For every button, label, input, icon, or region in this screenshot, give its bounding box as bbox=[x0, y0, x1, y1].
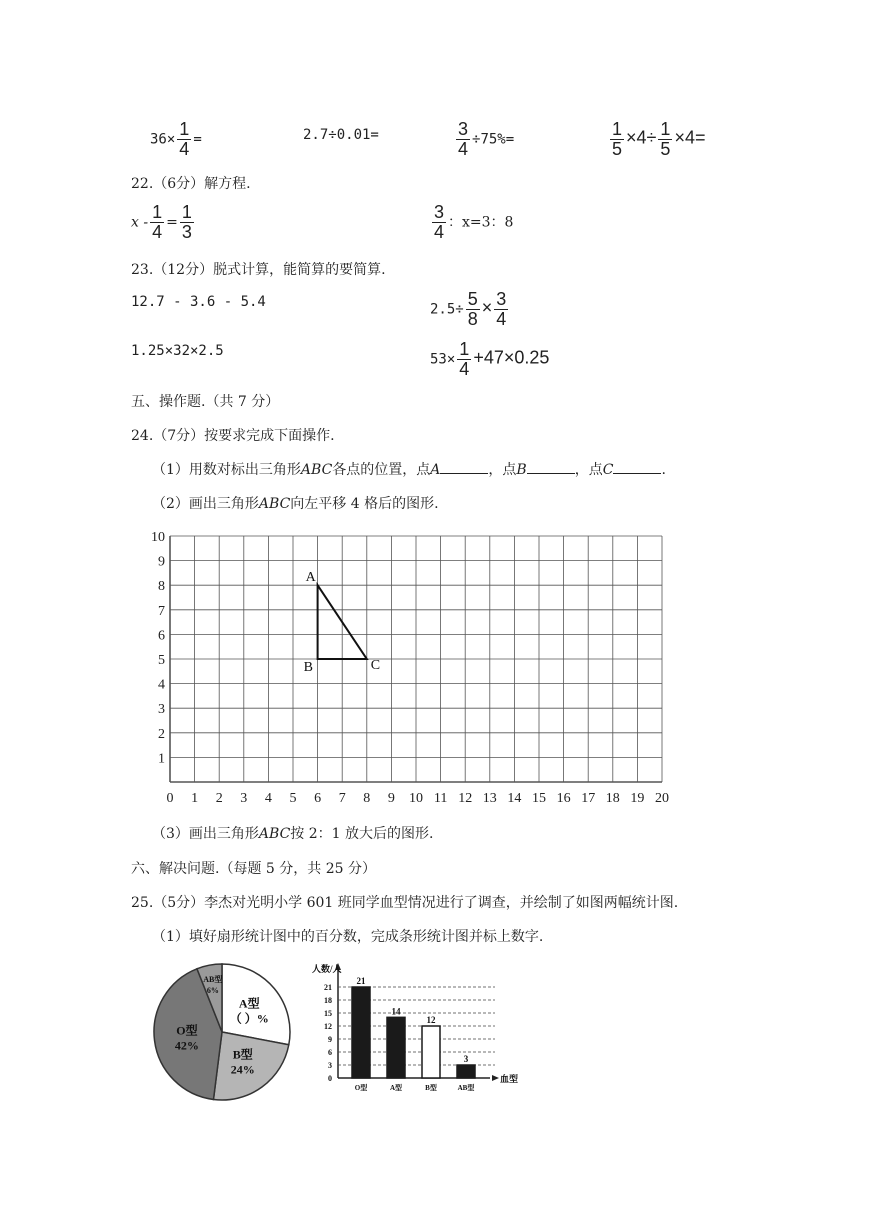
section-5-heading: 五、操作题.（共 7 分） bbox=[131, 394, 280, 410]
x-axis-label: 血型 bbox=[500, 1074, 519, 1084]
bar-value-label: 21 bbox=[356, 976, 366, 986]
x-tick-label: 0 bbox=[166, 791, 174, 806]
y-tick-label: 1 bbox=[158, 751, 165, 767]
x-tick-label: A型 bbox=[389, 1084, 403, 1092]
fraction: $\frac{3}{4}$ bbox=[434, 202, 445, 242]
x-tick-label: 4 bbox=[264, 791, 272, 806]
x-tick-label: 9 bbox=[387, 791, 395, 806]
fraction: $\frac{1}{4}$ bbox=[152, 202, 163, 242]
bar-value-label: 3 bbox=[463, 1054, 469, 1064]
y-tick-label: 7 bbox=[158, 603, 165, 619]
y-tick-label: 21 bbox=[324, 983, 332, 992]
fraction: $\frac{1}{3}$ bbox=[181, 202, 192, 242]
bar-value-label: 12 bbox=[426, 1015, 436, 1025]
x-axis-arrow bbox=[492, 1075, 499, 1081]
x-tick-label: 6 bbox=[314, 791, 322, 806]
bar bbox=[352, 987, 370, 1078]
q23-expr-4: 53× $\frac{1}{4}$ +47×0.25 bbox=[430, 339, 550, 379]
fraction: $\frac{3}{4}$ bbox=[458, 119, 469, 159]
y-tick-label: 9 bbox=[158, 554, 165, 570]
y-tick-label: 3 bbox=[158, 702, 165, 718]
pie-slice-label: A型 bbox=[238, 996, 260, 1011]
y-tick-label: 8 bbox=[158, 579, 165, 595]
x-tick-label: 12 bbox=[458, 791, 473, 806]
x-tick-label: 19 bbox=[630, 791, 645, 806]
q23-expr-3: 1.25×32×2.5 bbox=[131, 343, 224, 359]
pie-slice-label: B型 bbox=[232, 1047, 253, 1062]
y-tick-label: 10 bbox=[151, 530, 165, 545]
bar-chart bbox=[310, 958, 525, 1103]
q23-heading: 23.（12分）脱式计算，能简算的要简算. bbox=[131, 262, 386, 278]
vertex-label-a: A bbox=[305, 570, 316, 586]
x-tick-label: 3 bbox=[240, 791, 248, 806]
q22-eq-1: x - $\frac{1}{4}$ = $\frac{1}{3}$ bbox=[131, 202, 192, 242]
y-tick-label: 4 bbox=[158, 677, 165, 693]
x-tick-label: 20 bbox=[655, 791, 669, 806]
q24-part-3: （3）画出三角形ABC按 2：1 放大后的图形. bbox=[152, 826, 434, 842]
bar bbox=[387, 1017, 405, 1078]
oral-expr-3: $\frac{3}{4}$ ÷75%= bbox=[458, 119, 515, 159]
x-tick-label: 18 bbox=[605, 791, 620, 806]
q24-heading: 24.（7分）按要求完成下面操作. bbox=[131, 428, 335, 444]
x-tick-label: AB型 bbox=[457, 1084, 475, 1092]
answer-blank-c[interactable] bbox=[613, 461, 661, 474]
oral-expr-1: 36× $\frac{1}{4}$ = bbox=[150, 119, 202, 159]
pie-slice-value: （ ）% bbox=[229, 1011, 269, 1026]
y-tick-label: 5 bbox=[158, 653, 165, 668]
y-tick-label: 3 bbox=[328, 1061, 332, 1070]
vertex-label-c: C bbox=[370, 658, 381, 673]
x-tick-label: 2 bbox=[215, 791, 223, 806]
x-tick-label: 7 bbox=[338, 791, 346, 806]
fraction: $\frac{1}{4}$ bbox=[459, 339, 470, 379]
pie-slice-label: O型 bbox=[176, 1023, 198, 1038]
fraction: $\frac{5}{8}$ bbox=[467, 289, 478, 329]
fraction: $\frac{1}{5}$ bbox=[612, 119, 623, 159]
q24-part-1: （1）用数对标出三角形ABC各点的位置，点A ，点B ，点C . bbox=[152, 462, 666, 478]
pie-slice-value: 6% bbox=[206, 985, 219, 995]
x-tick-label: 15 bbox=[532, 791, 546, 806]
q23-expr-1: 12.7 - 3.6 - 5.4 bbox=[131, 294, 266, 310]
y-tick-label: 18 bbox=[324, 996, 332, 1005]
x-tick-label: 8 bbox=[363, 791, 371, 806]
fraction: $\frac{1}{4}$ bbox=[179, 119, 190, 159]
section-6-heading: 六、解决问题.（每题 5 分，共 25 分） bbox=[131, 861, 376, 877]
oral-expr-4: $\frac{1}{5}$ ×4÷ $\frac{1}{5}$ ×4= bbox=[612, 119, 706, 159]
q22-heading: 22.（6分）解方程. bbox=[131, 176, 251, 192]
pie-slice-value: 24% bbox=[230, 1062, 255, 1077]
x-tick-label: B型 bbox=[425, 1084, 437, 1092]
bar bbox=[457, 1065, 475, 1078]
x-tick-label: 5 bbox=[289, 791, 297, 806]
coordinate-grid[interactable] bbox=[150, 520, 690, 810]
fraction: $\frac{1}{5}$ bbox=[660, 119, 671, 159]
bar-value-label: 14 bbox=[391, 1006, 401, 1017]
pie-chart bbox=[150, 960, 295, 1105]
y-tick-label: 9 bbox=[328, 1035, 332, 1044]
fraction: $\frac{3}{4}$ bbox=[496, 289, 507, 329]
answer-blank-a[interactable] bbox=[440, 461, 488, 474]
pie-slice-value: 42% bbox=[174, 1038, 199, 1053]
y-tick-label: 6 bbox=[328, 1048, 332, 1057]
y-axis-label: 人数/人 bbox=[312, 964, 342, 974]
x-tick-label: 10 bbox=[409, 791, 423, 806]
x-tick-label: 13 bbox=[482, 791, 497, 806]
x-tick-label: O型 bbox=[354, 1084, 368, 1092]
q24-part-2: （2）画出三角形ABC向左平移 4 格后的图形. bbox=[152, 496, 439, 512]
q23-expr-2: 2.5÷ $\frac{5}{8}$ × $\frac{3}{4}$ bbox=[430, 289, 507, 329]
q25-heading: 25.（5分）李杰对光明小学 601 班同学血型情况进行了调查，并绘制了如图两幅统计图. bbox=[131, 895, 679, 911]
y-tick-label: 12 bbox=[324, 1022, 332, 1031]
oral-expr-2: 2.7÷0.01= bbox=[303, 127, 379, 143]
x-tick-label: 1 bbox=[191, 791, 199, 806]
q22-eq-2: $\frac{3}{4}$ ：x=3：8 bbox=[434, 202, 514, 242]
x-tick-label: 11 bbox=[433, 791, 448, 806]
x-tick-label: 17 bbox=[581, 791, 596, 806]
y-tick-label: 2 bbox=[158, 726, 165, 742]
x-tick-label: 16 bbox=[556, 791, 571, 806]
q25-part-1: （1）填好扇形统计图中的百分数，完成条形统计图并标上数字. bbox=[152, 929, 544, 945]
bar bbox=[422, 1026, 440, 1078]
answer-blank-b[interactable] bbox=[527, 461, 575, 474]
y-tick-label: 6 bbox=[158, 628, 165, 644]
y-tick-label: 15 bbox=[324, 1009, 332, 1018]
vertex-label-b: B bbox=[303, 660, 313, 675]
pie-slice-label: AB型 bbox=[203, 974, 223, 984]
y-tick-label: 0 bbox=[328, 1074, 332, 1083]
x-tick-label: 14 bbox=[507, 791, 522, 806]
